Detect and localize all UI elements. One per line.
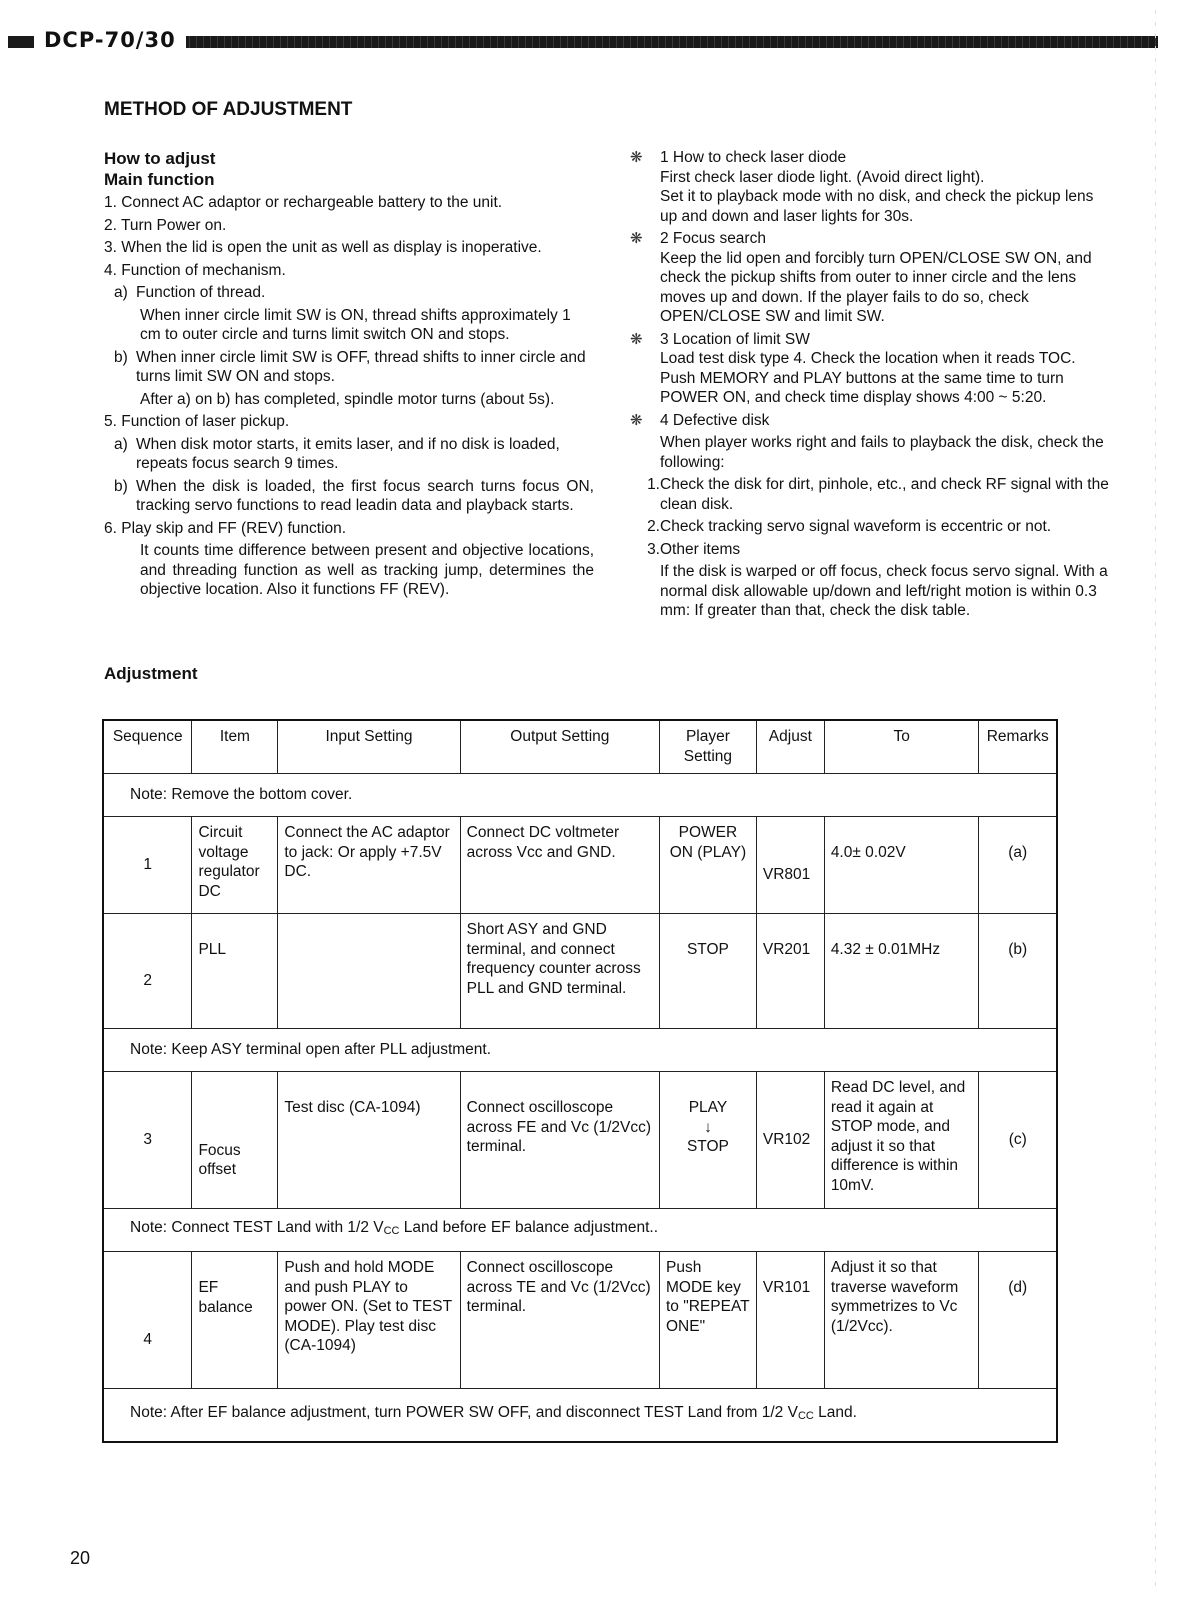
laser-b [104,477,594,516]
note-text-part: Land before EF balance adjustment.. [399,1219,658,1237]
check-body: Load test disk type 4. Check the location when it reads TOC. Push MEMORY and PLAY buttons at the same time to turn POWER ON, and check time display shows 4:00 ~ 5:20. [660,350,1076,406]
adjust-cell: VR101 [756,1252,824,1389]
output-cell: Short ASY and GND terminal, and connect frequency counter across PLL and GND terminal. [460,914,659,1029]
list-item: 1. Connect AC adaptor or rechargeable battery to the unit. [104,194,503,211]
note-text [103,1209,1057,1252]
list-item [630,540,1110,560]
to-cell: Adjust it so that traverse waveform symmetrizes to Vc (1/2Vcc). [824,1252,979,1389]
note-row [103,1389,1057,1443]
to-cell: 4.32 ± 0.01MHz [824,914,979,1029]
list-item [630,517,1110,537]
note-text: Note: Remove the bottom cover. [103,774,1057,817]
check-body: When player works right and fails to playback the disk, check the following: [660,434,1104,471]
remarks-cell: (b) [979,914,1057,1029]
output-cell: Connect oscilloscope across FE and Vc (1/2Vcc) terminal. [460,1072,659,1209]
header-block-icon [8,36,34,48]
mech-a-body: When inner circle limit SW is ON, thread shifts approximately 1 cm to outer circle and turns limit switch ON and stops. [140,306,571,343]
check-body: First check laser diode light. (Avoid direct light). [660,168,985,186]
check-defective-disk [630,411,1110,473]
main-function-heading: Main function [104,170,215,189]
mech-a-title: Function of thread. [136,284,266,301]
adjust-cell: VR201 [756,914,824,1029]
list-item [630,475,1110,514]
seq-cell: 4 [103,1252,192,1389]
arrow-down-icon: ↓ [704,1118,712,1136]
check-body: Keep the lid open and forcibly turn OPEN/CLOSE SW ON, and check the pickup shifts from outer to inner circle and the lens moves up and down. If the player fails to do so, check OPEN/CLOSE SW and limit SW. [660,249,1092,325]
list-item: 6. Play skip and FF (REV) function. [104,519,347,537]
check-laser-diode [630,148,1110,226]
output-cell: Connect DC voltmeter across Vcc and GND. [460,817,659,914]
page-number: 20 [70,1548,91,1568]
note-text-part: Note: After EF balance adjustment, turn POWER SW OFF, and disconnect TEST Land from 1/2 V [130,1404,798,1422]
seq-cell: 1 [103,817,192,914]
check-title: 4 Defective disk [660,411,770,429]
check-title: 3 Location of limit SW [660,330,810,348]
to-cell: Read DC level, and read it again at STOP mode, and adjust it so that difference is within 10mV. [824,1072,979,1209]
asterisk-icon: ❋ [630,330,643,348]
list-number: 3. [647,540,660,558]
page-edge-divider [1155,10,1156,1590]
column-header: Input Setting [278,720,460,774]
list-number: 2. [647,518,660,535]
player-cell: Push MODE key to "REPEAT ONE" [660,1252,757,1389]
note-text: Note: Keep ASY terminal open after PLL adjustment. [103,1029,1057,1072]
column-header: Output Setting [460,720,659,774]
sub-label: b) [114,477,128,495]
remarks-cell: (a) [979,817,1057,914]
sub-label: b) [114,348,128,366]
list-item: 2. Turn Power on. [104,216,227,234]
main-function-column [104,148,594,600]
player-state-stop: STOP [686,1138,729,1155]
check-limit-sw [630,330,1110,408]
note-text-part: Land. [813,1404,857,1422]
table-header-row [103,720,1057,774]
asterisk-icon: ❋ [630,411,643,429]
note-row [103,1029,1057,1072]
mech-b-body: When inner circle limit SW is OFF, thread shifts to inner circle and turns limit SW ON and stops. [136,348,586,385]
check-focus-search [630,229,1110,327]
output-cell: Connect oscilloscope across TE and Vc (1/2Vcc) terminal. [460,1252,659,1389]
check-title: 2 Focus search [660,230,766,247]
list-text: Check the disk for dirt, pinhole, etc., and check RF signal with the clean disk. [660,476,1109,513]
remarks-cell: (d) [979,1252,1057,1389]
seq-cell: 2 [103,914,192,1029]
item-cell: EF balance [192,1252,278,1389]
vcc-subscript: CC [797,1410,814,1423]
seq-cell: 3 [103,1072,192,1209]
column-header: Player Setting [660,720,757,774]
adjust-cell: VR801 [756,817,824,914]
section-title: METHOD OF ADJUSTMENT [104,99,353,120]
laser-a [104,435,594,474]
mech-b [104,348,594,387]
laser-b-body: When the disk is loaded, the first focus search turns focus ON, tracking servo functions to read leadin data and playback starts. [136,477,594,514]
asterisk-icon: ❋ [630,230,643,247]
list-item: 3. When the lid is open the unit as well as display is inoperative. [104,239,542,256]
sub-label: a) [114,284,128,301]
list-item: 4. Function of mechanism. [104,261,286,279]
player-cell [660,1072,757,1209]
table-row [103,817,1057,914]
list-number: 1. [647,476,660,493]
player-cell: STOP [660,914,757,1029]
note-row [103,774,1057,817]
note-text [103,1389,1057,1443]
item-cell: PLL [192,914,278,1029]
input-cell: Connect the AC adaptor to jack: Or apply +7.5V DC. [278,817,460,914]
column-header: Adjust [756,720,824,774]
laser-a-body: When disk motor starts, it emits laser, and if no disk is loaded, repeats focus search 9 times. [136,435,560,472]
remarks-cell: (c) [979,1072,1057,1209]
page-header-bar [8,30,1158,50]
input-cell: Test disc (CA-1094) [278,1072,460,1209]
input-cell [278,914,460,1029]
table-row [103,1252,1057,1389]
mech-after: After a) on b) has completed, spindle motor turns (about 5s). [140,390,555,408]
list-text: Other items [660,540,741,558]
adjustment-table [102,719,1058,1443]
vcc-subscript: CC [383,1225,400,1238]
player-cell: POWER ON (PLAY) [660,817,757,914]
check-body: Set it to playback mode with no disk, and check the pickup lens up and down and laser lights for 30s. [660,188,1094,225]
asterisk-icon: ❋ [630,149,643,166]
column-header: Sequence [103,720,192,774]
player-state-play: PLAY [688,1099,728,1116]
column-header: Remarks [979,720,1057,774]
list-item: 5. Function of laser pickup. [104,413,290,430]
other-items-body: If the disk is warped or off focus, check focus servo signal. With a normal disk allowable up/down and left/right motion is within 0.3 mm: If greater than that, check the disk table. [660,563,1108,619]
adjust-cell: VR102 [756,1072,824,1209]
list-text: Check tracking servo signal waveform is eccentric or not. [660,518,1052,535]
item-cell: Circuit voltage regulator DC [192,817,278,914]
sub-label: a) [114,435,128,453]
how-to-adjust-heading: How to adjust [104,149,216,168]
input-cell: Push and hold MODE and push PLAY to power ON. (Set to TEST MODE). Play test disc (CA-1094) [278,1252,460,1389]
item6-body: It counts time difference between present and objective locations, and threading function as well as tracking jump, determines the objective location. Also it functions FF (REV). [140,542,594,598]
to-cell: 4.0± 0.02V [824,817,979,914]
column-header: To [824,720,979,774]
check-title: 1 How to check laser diode [660,149,847,166]
table-row [103,914,1057,1029]
adjustment-title: Adjustment [104,664,198,683]
header-rule [186,36,1158,48]
model-title: DCP-70/30 [44,28,176,52]
table-row [103,1072,1057,1209]
note-text-part: Note: Connect TEST Land with 1/2 V [130,1219,384,1237]
note-row [103,1209,1057,1252]
item-cell: Focus offset [192,1072,278,1209]
column-header: Item [192,720,278,774]
mech-a [104,283,594,303]
checks-column [630,148,1110,621]
